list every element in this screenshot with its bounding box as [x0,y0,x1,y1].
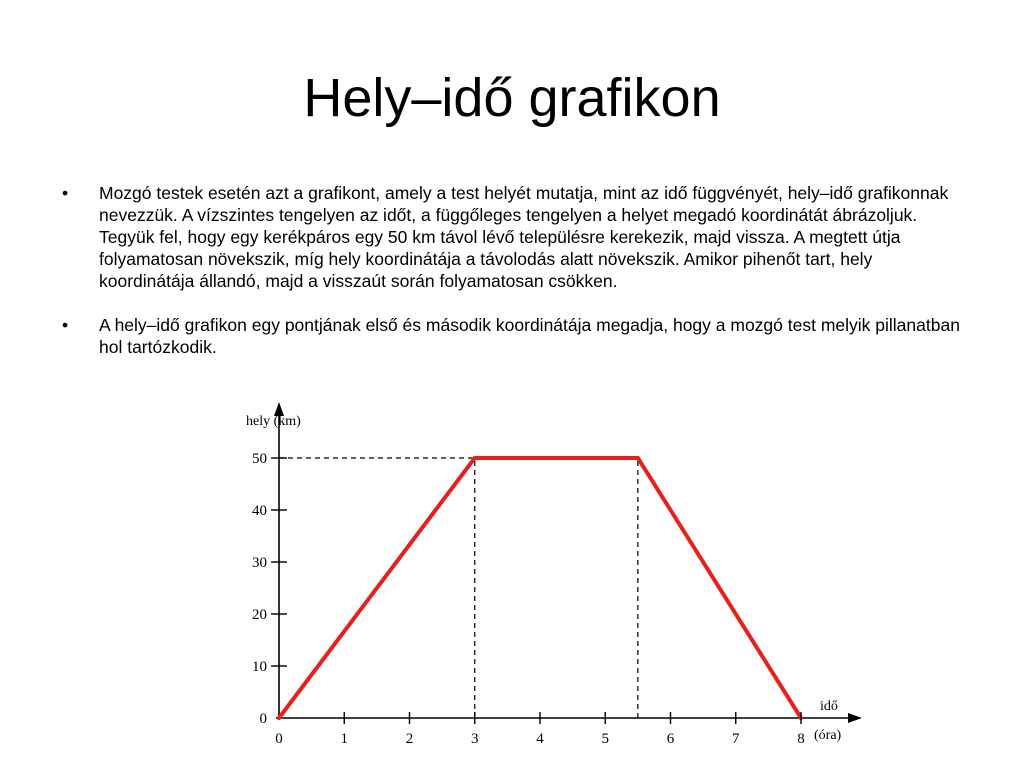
bullet-item-definition [62,182,962,292]
bullet-item-coordinates [62,314,962,358]
x-tick-label: 3 [471,731,479,747]
data-point [473,456,477,460]
bullet-marker: • [62,315,69,335]
x-tick-label: 8 [797,731,805,747]
series-line [279,458,801,718]
data-series [277,456,803,720]
x-tick-label: 4 [536,731,544,747]
bullet-text-definition: Mozgó testek esetén azt a grafikont, amely a test helyét mutatja, mint az idő függvényét, hely–idő grafikonnak nevezzük. A vízszintes tengelyen az időt, a függőleges tengelyen a helyet megadó koordinátát ábrázoljuk. Tegyük fel, hogy egy kerékpáros egy 50 km távol lévő településre kerekezik, majd vissza. A megtett útja folyamatosan növekszik, míg hely koordinátája a távolodás alatt növekszik. Amikor pihenőt tart, hely koordinátája állandó, majd a visszaút során folyamatosan csökken. [99,183,949,291]
y-tick-label: 40 [252,503,267,519]
guide-lines [279,458,638,718]
bullet-list [62,182,962,380]
x-tick-label: 0 [275,731,283,747]
x-tick-label: 2 [405,731,414,747]
bullet-marker: • [62,183,69,203]
data-point [636,456,640,460]
x-tick-label: 1 [340,731,348,747]
data-point [277,716,281,720]
y-tick-label: 0 [259,711,267,727]
x-tick-label: 5 [601,731,609,747]
y-tick-label: 10 [252,659,267,675]
y-tick-label: 30 [252,555,267,571]
x-tick-label: 7 [732,731,740,747]
y-tick-label: 50 [252,451,267,467]
x-axis-arrow-icon [848,713,862,723]
y-tick-label: 20 [252,607,267,623]
y-axis-label: hely (km) [246,414,301,429]
bullet-text-coordinates: A hely–idő grafikon egy pontjának első és második koordinátája megadja, hogy a mozgó test melyik pillanatban hol tartózkodik. [99,315,960,357]
x-axis-unit: (óra) [814,728,842,743]
position-time-chart [236,398,876,758]
x-tick-label: 6 [666,731,675,747]
slide-title: Hely–idő grafikon [303,68,721,128]
x-axis-label: idő [820,699,838,714]
tick-labels [252,451,805,747]
